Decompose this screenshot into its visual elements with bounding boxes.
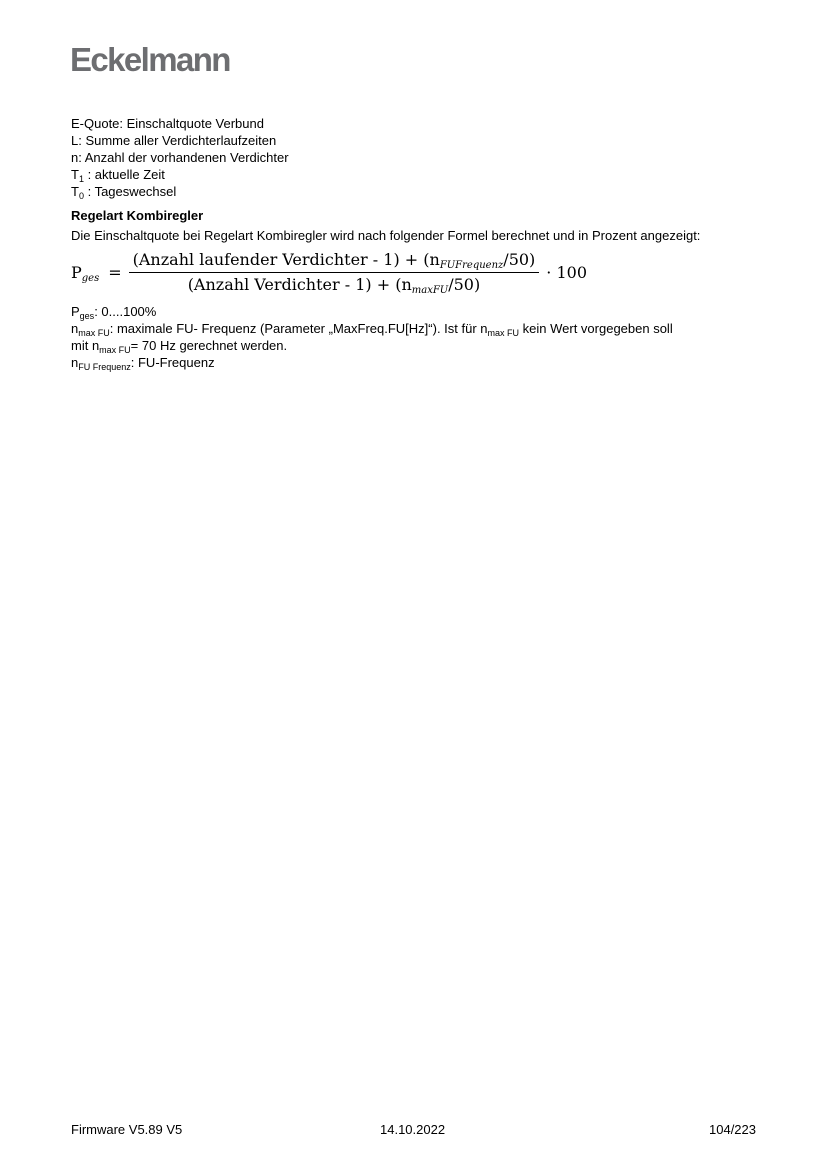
definition-nfu xyxy=(71,354,761,371)
section-intro: Die Einschaltquote bei Regelart Kombiregler wird nach folgender Formel berechnet und in Prozent angezeigt: xyxy=(71,228,701,243)
legend-t0 xyxy=(71,183,761,200)
definition-nmax-subscript: max FU xyxy=(78,328,110,338)
formula-den-part2: /50) xyxy=(448,274,481,294)
legend-t1-symbol: T xyxy=(71,167,79,182)
definition-nmax-text1: : maximale FU- Frequenz (Parameter „MaxFreq.FU[Hz]“). Ist für n xyxy=(109,321,488,336)
definition-mit-subscript: max FU xyxy=(99,345,131,355)
legend-t0-symbol: T xyxy=(71,184,79,199)
definition-mit-text2: = 70 Hz gerechnet werden. xyxy=(130,338,288,353)
definition-mit-text1: mit n xyxy=(71,338,100,353)
formula-lhs-symbol: P xyxy=(71,262,82,282)
definition-nfu-subscript: FU Frequenz xyxy=(78,362,131,372)
formula-pges xyxy=(71,249,761,295)
legend-equote: E-Quote: Einschaltquote Verbund xyxy=(71,116,264,131)
definition-pges-subscript: ges xyxy=(79,311,95,321)
definition-pges xyxy=(71,303,761,320)
definition-mit xyxy=(71,337,761,354)
footer-date: 14.10.2022 xyxy=(380,1122,446,1137)
formula-multiplier: · 100 xyxy=(546,262,588,282)
legend-t0-subscript: 0 xyxy=(78,191,84,201)
legend-n: n: Anzahl der vorhandenen Verdichter xyxy=(71,150,289,165)
page-content xyxy=(71,115,761,371)
definition-nmax xyxy=(71,320,761,337)
legend-t1-text: : aktuelle Zeit xyxy=(83,167,165,182)
company-logo: Eckelmann xyxy=(70,41,230,78)
section-heading: Regelart Kombiregler xyxy=(71,208,204,223)
formula-num-subscript: FUFrequenz xyxy=(439,259,504,271)
footer-firmware: Firmware V5.89 V5 xyxy=(71,1122,183,1137)
formula-numerator xyxy=(129,250,540,273)
formula-denominator xyxy=(184,273,485,295)
legend-l: L: Summe aller Verdichterlaufzeiten xyxy=(71,133,277,148)
formula-den-subscript: maxFU xyxy=(411,284,449,296)
definition-nfu-symbol: n xyxy=(71,355,79,370)
footer-page-number: 104/223 xyxy=(709,1122,756,1137)
definition-nmax-text2: kein Wert vorgegeben soll xyxy=(519,321,673,336)
definition-nmax-symbol: n xyxy=(71,321,79,336)
formula-num-part1: (Anzahl laufender Verdichter - 1) + (n xyxy=(132,249,440,269)
formula-lhs-subscript: ges xyxy=(81,272,100,284)
definition-nmax-subscript2: max FU xyxy=(487,328,520,338)
definition-nfu-text: : FU-Frequenz xyxy=(130,355,215,370)
formula-equals: = xyxy=(108,262,122,282)
formula-num-part2: /50) xyxy=(503,249,536,269)
legend-t0-text: : Tageswechsel xyxy=(83,184,177,199)
formula-fraction xyxy=(129,250,540,295)
formula-lhs xyxy=(71,262,100,284)
formula-den-part1: (Anzahl Verdichter - 1) + (n xyxy=(187,274,412,294)
legend-t1-subscript: 1 xyxy=(78,174,84,184)
definition-pges-symbol: P xyxy=(71,304,80,319)
legend-t1 xyxy=(71,166,761,183)
definition-pges-text: : 0....100% xyxy=(94,304,157,319)
